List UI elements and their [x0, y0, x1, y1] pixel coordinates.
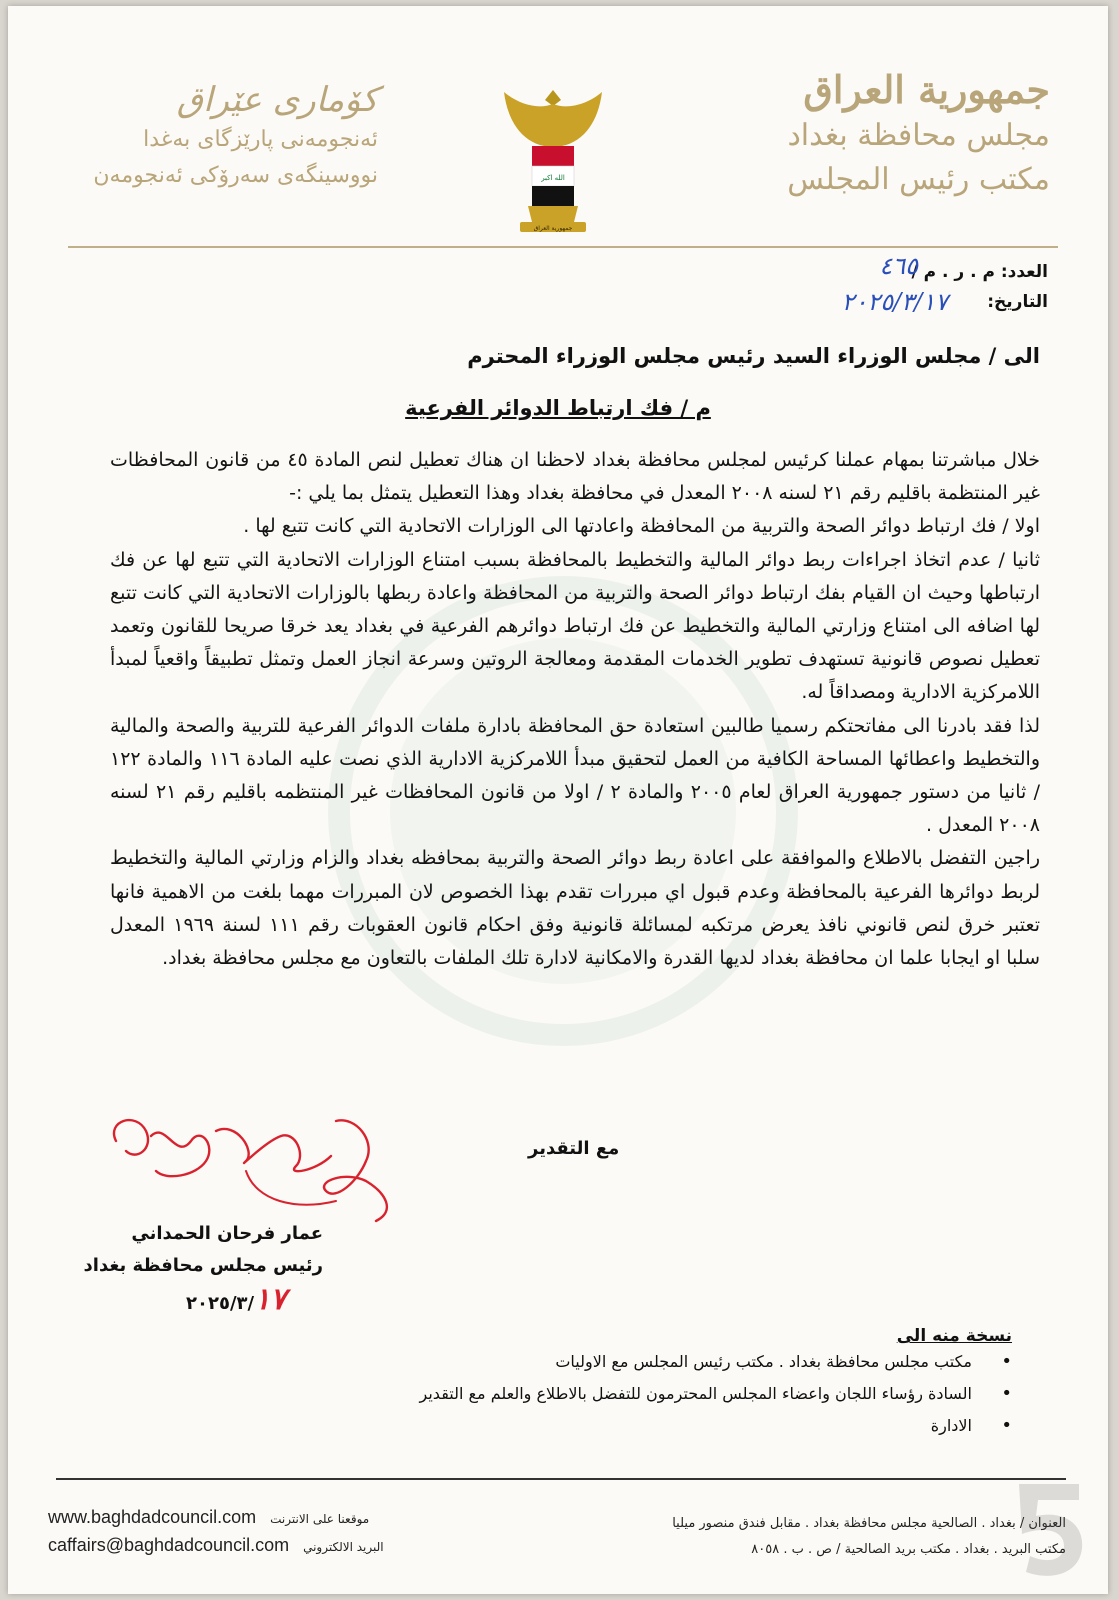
letterhead-country: جمهورية العراق: [803, 67, 1050, 112]
footer-address: العنوان / بغداد . الصالحية مجلس محافظة بغداد . مقابل فندق منصور ميليا: [672, 1516, 1066, 1531]
footer-contact-block: [48, 1504, 384, 1560]
footer-website[interactable]: www.baghdadcouncil.com: [48, 1507, 257, 1527]
letterhead-kurdish: [78, 78, 378, 194]
reference-date: [987, 292, 1048, 312]
footer-website-label: موقعنا على الانترنت: [270, 1512, 370, 1526]
letterhead-arabic: [750, 66, 1050, 202]
signature-date-day: ١٧: [254, 1282, 287, 1317]
body-paragraph-conclusion: راجين التفضل بالاطلاع والموافقة على اعادة ربط دوائر الصحة والتربية بمحافظه بغداد والزام وزارتي المالية والتخطيط لربط دوائرها الفرعية بالمحافظة وعدم قبول اي مبررات تقدم بهذا الخصوص لان المبررات مهما بلغت من الاهمية فانها تعتبر خرق لنص قانوني نافذ يعرض مرتكبه لمسائلة قانونية وفق احكام قانون العقوبات رقم ١١١ لسنة ١٩٦٩ المعدل سلبا او ايجابا علما ان محافظة بغداد لديها القدرة والامكانية لادارة تلك الملفات بالتعاون مع مجلس محافظة بغداد.: [110, 847, 1040, 970]
body-paragraph-first: اولا / فك ارتباط دوائر الصحة والتربية من المحافظة واعادتها الى الوزارات الاتحادية التي كانت تتبع لها .: [243, 515, 1040, 538]
bullet-icon: •: [1001, 1383, 1012, 1404]
list-item: • الادارة: [312, 1410, 1012, 1442]
letter-page: [8, 6, 1108, 1594]
addressee: الى / مجلس الوزراء السيد رئيس مجلس الوزراء المحترم: [467, 344, 1040, 368]
reference-number-handwritten: ٤٦٥: [879, 252, 918, 280]
letterhead-council: مجلس محافظة بغداد: [787, 118, 1050, 153]
footer-divider: [56, 1478, 1066, 1480]
iraq-emblem-icon: [498, 84, 608, 234]
signatory-block: [84, 1218, 323, 1282]
footer-email-label: البريد الالكتروني: [303, 1540, 384, 1554]
closing-greeting: مع التقدير: [528, 1138, 620, 1159]
svg-text:جمهورية العراق: جمهورية العراق: [533, 225, 573, 232]
letterhead-country-kurdish: كۆماری عێراق: [176, 80, 378, 120]
list-item: • مكتب مجلس محافظة بغداد . مكتب رئيس المجلس مع الاوليات: [312, 1346, 1012, 1378]
copies-title: نسخة منه الى: [896, 1326, 1012, 1346]
svg-text:الله اكبر: الله اكبر: [541, 174, 565, 182]
body-paragraph-request: لذا فقد بادرنا الى مفاتحتكم رسميا طالبين استعادة حق المحافظة بادارة ملفات الدوائر الفرعية للتربية والصحة والمالية والتخطيط واعطائها المساحة الكافية من العمل لتحقيق مبدأ اللامركزية الادارية الذي نصت عليه المادة ١١٦ والمادة ١٢٢ / ثانيا من دستور جمهورية العراق لعام ٢٠٠٥ والمادة ٢ / اولا من قانون المحافظات غير المنتظمه باقليم رقم ٢١ لسنه ٢٠٠٨ المعدل .: [110, 714, 1041, 837]
list-item: • السادة رؤساء اللجان واعضاء المجلس المحترمون للتفضل بالاطلاع والعلم مع التقدير: [312, 1378, 1012, 1410]
reference-date-handwritten: ٢٠٢٥/٣/١٧: [841, 288, 948, 316]
reference-date-label: التاريخ:: [987, 292, 1048, 312]
subject-line: [8, 396, 1108, 420]
footer-po-box: مكتب البريد . بغداد . مكتب بريد الصالحية / ص . ب . ٨٠٥٨: [751, 1542, 1066, 1557]
bullet-icon: •: [1001, 1415, 1012, 1436]
news-watermark-icon: [1004, 1464, 1094, 1584]
body-paragraph-second: ثانيا / عدم اتخاذ اجراءات ربط دوائر المالية والتخطيط بالمحافظة بسبب امتناع الوزارات الاتحادية التي تتبع لها عن فك ارتباطها وحيث ان القيام بفك ارتباط دوائر الصحة والتربية من المحافظة واعادة ربطها بالوزارات الاتحادية التي كانت تتبع لها اضافه الى امتناع وزارتي المالية والتخطيط عن فك ارتباط دوائرهم الفرعية في بغداد يعد خرقا صريحا للقانون وتعمد تعطيل نصوص قانونية تستهدف تطوير الخدمات المقدمة ومعالجة الروتين وسرعة انجاز العمل وتمثل تطبيقاً واقعياً لمبدأ اللامركزية الادارية ومصداقاً له.: [110, 548, 1040, 704]
footer-email[interactable]: caffairs@baghdadcouncil.com: [48, 1535, 290, 1555]
reference-number-label: العدد: م . ر . م /: [911, 262, 1048, 282]
letterhead-council-kurdish: ئەنجومەنی پارێزگای بەغدا: [143, 127, 378, 152]
body-paragraph-intro: خلال مباشرتنا بمهام عملنا كرئيس لمجلس محافظة بغداد لاحظنا ان هناك تعطيل لنص المادة ٤٥ من قانون المحافظات غير المنتظمة باقليم رقم ٢١ لسنه ٢٠٠٨ المعدل في محافظة بغداد وهذا التعطيل يتمثل بما يلي :-: [110, 449, 1040, 505]
letterhead-office: مكتب رئيس المجلس: [787, 162, 1050, 197]
signatory-name: عمار فرحان الحمداني: [131, 1223, 323, 1244]
signature-date: [186, 1282, 286, 1317]
signatory-title: رئيس مجلس محافظة بغداد: [83, 1255, 323, 1276]
signature-date-printed: ٢٠٢٥/٣/: [186, 1293, 255, 1314]
header-divider: [68, 246, 1058, 248]
copies-list: [312, 1346, 1012, 1442]
letterhead-office-kurdish: نووسینگەی سەرۆکی ئەنجومەن: [93, 163, 378, 188]
subject-text: م / فك ارتباط الدوائر الفرعية: [405, 396, 711, 420]
letter-body: [110, 444, 1040, 975]
bullet-icon: •: [1001, 1351, 1012, 1372]
reference-number: [912, 262, 1049, 282]
